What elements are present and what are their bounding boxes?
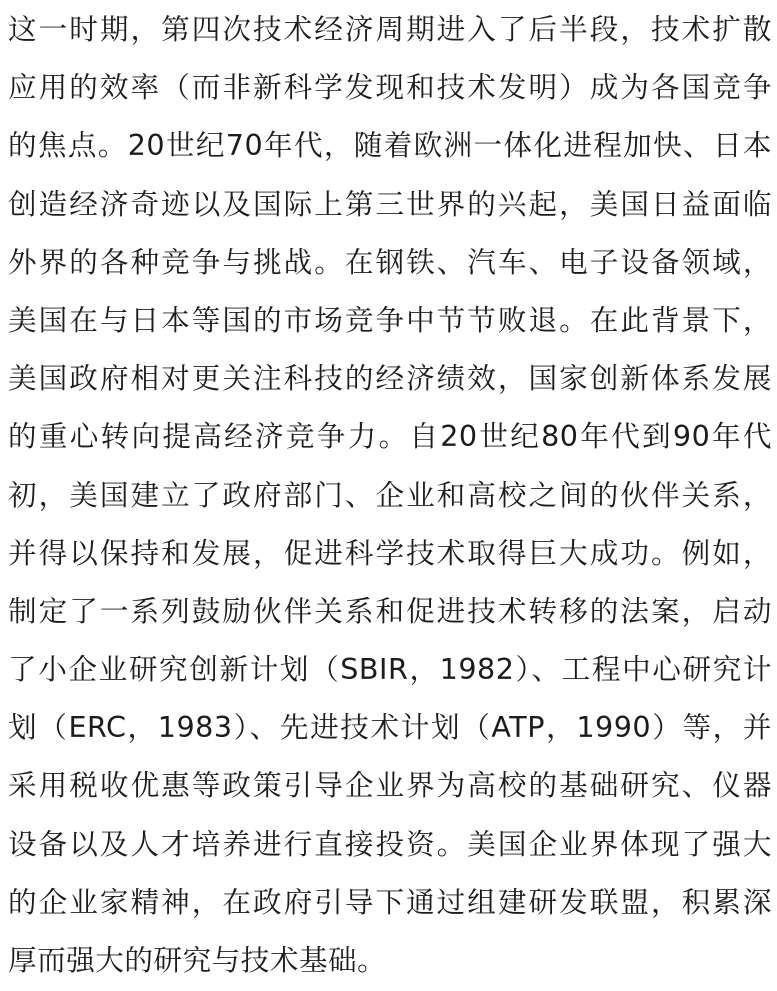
- text-line: 的企业家精神，在政府引导下通过组建研发联盟，积累深: [8, 884, 772, 919]
- text-line: 厚而强大的研究与技术基础。: [8, 943, 387, 977]
- text-line: 划（ERC，1983）、先进技术计划（ATP，1990）等，并: [8, 710, 772, 745]
- text-line: 的焦点。20世纪70年代，随着欧洲一体化进程加快、日本: [8, 128, 772, 163]
- text-line: 这一时期，第四次技术经济周期进入了后半段，技术扩散: [8, 12, 772, 46]
- text-line: 外界的各种竞争与挑战。在钢铁、汽车、电子设备领域，: [8, 244, 772, 279]
- text-line: 了小企业研究创新计划（SBIR，1982）、工程中心研究计: [8, 652, 772, 687]
- text-line: 并得以保持和发展，促进科学技术取得巨大成功。例如，: [8, 535, 772, 570]
- text-line: 创造经济奇迹以及国际上第三世界的兴起，美国日益面临: [8, 186, 772, 221]
- text-line: 初，美国建立了政府部门、企业和高校之间的伙伴关系，: [8, 477, 772, 512]
- text-line: 美国政府相对更关注科技的经济绩效，国家创新体系发展: [8, 361, 772, 396]
- text-line: 采用税收优惠等政策引导企业界为高校的基础研究、仪器: [8, 768, 772, 803]
- article-paragraph: [8, 0, 772, 989]
- text-line: 制定了一系列鼓励伙伴关系和促进技术转移的法案，启动: [8, 593, 772, 628]
- text-line: 设备以及人才培养进行直接投资。美国企业界体现了强大: [8, 826, 772, 861]
- text-line: 的重心转向提高经济竞争力。自20世纪80年代到90年代: [8, 419, 772, 454]
- text-line: 美国在与日本等国的市场竞争中节节败退。在此背景下，: [8, 302, 772, 337]
- text-line: 应用的效率（而非新科学发现和技术发明）成为各国竞争: [8, 70, 772, 105]
